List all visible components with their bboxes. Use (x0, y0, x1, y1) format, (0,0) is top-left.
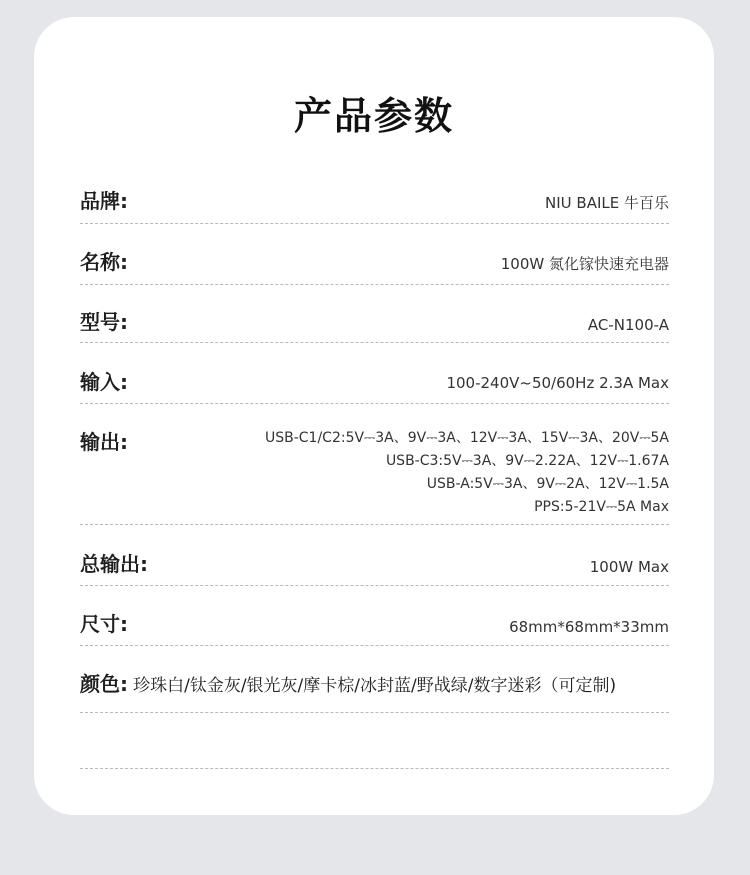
spec-value-input: 100-240V~50/60Hz 2.3A Max (446, 374, 669, 392)
spec-label-brand: 品牌: (80, 189, 128, 213)
spec-row-input (80, 366, 669, 404)
spec-value-model: AC-N100-A (587, 316, 669, 334)
spec-row-brand (80, 185, 669, 224)
spec-label-name: 名称: (80, 250, 128, 274)
spec-row-model (80, 307, 669, 343)
spec-card (34, 17, 714, 815)
color-line (80, 670, 616, 700)
spec-value-brand: NIU BAILE 牛百乐 (545, 194, 669, 212)
spec-row-output (80, 426, 669, 525)
spec-label-output: 输出: (80, 430, 128, 454)
empty-row (80, 732, 669, 769)
spec-label-total-output: 总输出: (80, 552, 148, 576)
spec-value-total-output: 100W Max (589, 558, 669, 576)
output-line-pps: PPS:5-21V⎓5A Max (534, 499, 669, 515)
spec-label-size: 尺寸: (80, 612, 128, 636)
spec-value-output (265, 427, 669, 519)
page-title: 产品参数 (293, 94, 454, 138)
spec-row-color (80, 670, 669, 713)
spec-value-name: 100W 氮化镓快速充电器 (500, 255, 669, 273)
output-line-usb-c3: USB-C3:5V⎓3A、9V⎓2.22A、12V⎓1.67A (385, 453, 669, 469)
output-line-usb-c1-c2: USB-C1/C2:5V⎓3A、9V⎓3A、12V⎓3A、15V⎓3A、20V⎓5A (264, 430, 669, 446)
output-line-usb-a: USB-A:5V⎓3A、9V⎓2A、12V⎓1.5A (426, 476, 669, 492)
spec-row-total-output (80, 549, 669, 586)
spec-label-color: 颜色: (80, 672, 128, 696)
spec-value-color: 珍珠白/钛金灰/银光灰/摩卡棕/冰封蓝/野战绿/数字迷彩（可定制) (133, 676, 617, 696)
spec-label-input: 输入: (80, 370, 128, 394)
spec-label-model: 型号: (80, 310, 128, 334)
spec-value-size: 68mm*68mm*33mm (509, 618, 669, 636)
spec-row-size (80, 609, 669, 646)
spec-row-name (80, 246, 669, 285)
